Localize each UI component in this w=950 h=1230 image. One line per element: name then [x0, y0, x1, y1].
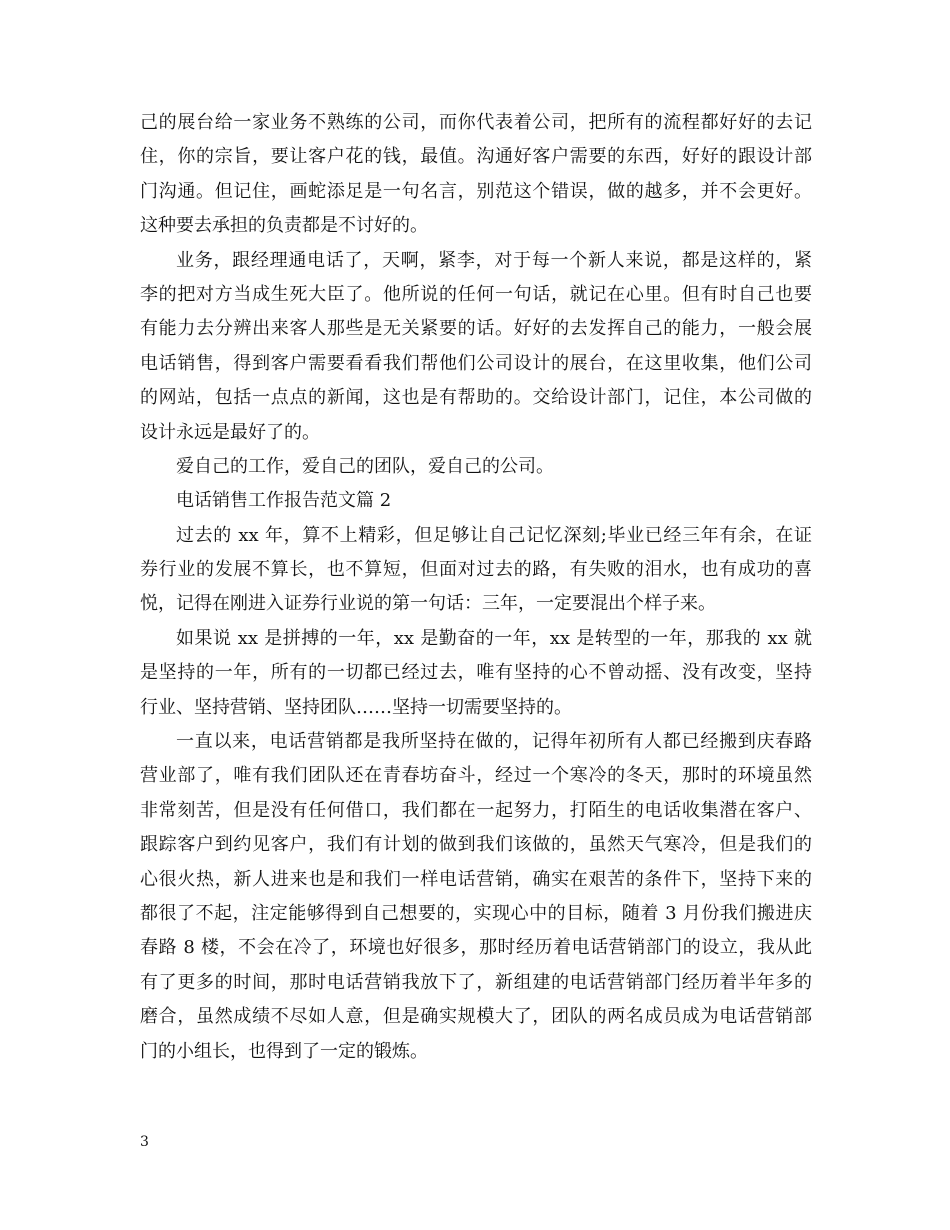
paragraph — [140, 484, 812, 518]
text-line: 门沟通。但记住，画蛇添足是一句名言，别范这个错误，做的越多，并不会更好。 — [140, 180, 812, 202]
paragraph — [140, 244, 812, 450]
text-line: 爱自己的工作，爱自己的团队，爱自己的公司。 — [176, 455, 554, 477]
text-line: 是坚持的一年，所有的一切都已经过去，唯有坚持的心不曾动摇、没有改变，坚持 — [140, 662, 812, 684]
text-line: 春路 8 楼，不会在冷了，环境也好很多，那时经历着电话营销部门的设立，我从此 — [140, 937, 812, 959]
page-number: 3 — [140, 1134, 149, 1150]
text-line: 电话销售工作报告范文篇 2 — [176, 490, 392, 512]
text-line: 李的把对方当成生死大臣了。他所说的任何一句话，就记在心里。但有时自己也要 — [140, 283, 812, 305]
text-line: 的网站，包括一点点的新闻，这也是有帮助的。交给设计部门，记住，本公司做的 — [140, 387, 812, 409]
text-line: 券行业的发展不算长，也不算短，但面对过去的路，有失败的泪水，也有成功的喜 — [140, 559, 812, 581]
paragraph — [140, 622, 812, 725]
text-line: 有能力去分辨出来客人那些是无关紧要的话。好好的去发挥自己的能力，一般会展 — [140, 318, 812, 340]
text-line: 业务，跟经理通电话了，天啊，紧李，对于每一个新人来说，都是这样的，紧 — [176, 249, 812, 271]
paragraph — [140, 106, 812, 244]
text-line: 如果说 xx 是拼搏的一年，xx 是勤奋的一年，xx 是转型的一年，那我的 xx 就 — [176, 627, 812, 649]
text-line: 心很火热，新人进来也是和我们一样电话营销，确实在艰苦的条件下，坚持下来的 — [140, 868, 812, 890]
text-line: 都很了不起，注定能够得到自己想要的，实现心中的目标，随着 3 月份我们搬进庆 — [140, 902, 812, 924]
document-body — [140, 106, 812, 1069]
text-line: 住，你的宗旨，要让客户花的钱，最值。沟通好客户需要的东西，好好的跟设计部 — [140, 146, 812, 168]
text-line: 行业、坚持营销、坚持团队……坚持一切需要坚持的。 — [140, 696, 572, 718]
paragraph — [140, 450, 812, 484]
text-line: 过去的 xx 年，算不上精彩，但足够让自己记忆深刻;毕业已经三年有余，在证 — [176, 524, 812, 546]
paragraph — [140, 519, 812, 622]
text-line: 门的小组长，也得到了一定的锻炼。 — [140, 1040, 428, 1062]
text-line: 磨合，虽然成绩不尽如人意，但是确实规模大了，团队的两名成员成为电话营销部 — [140, 1006, 812, 1028]
text-line: 一直以来，电话营销都是我所坚持在做的，记得年初所有人都已经搬到庆春路 — [176, 731, 812, 753]
text-line: 有了更多的时间，那时电话营销我放下了，新组建的电话营销部门经历着半年多的 — [140, 971, 812, 993]
text-line: 电话销售，得到客户需要看看我们帮他们公司设计的展台，在这里收集，他们公司 — [140, 352, 812, 374]
text-line: 跟踪客户到约见客户，我们有计划的做到我们该做的，虽然天气寒冷，但是我们的 — [140, 834, 812, 856]
paragraph — [140, 725, 812, 1069]
text-line: 营业部了，唯有我们团队还在青春坊奋斗，经过一个寒冷的冬天，那时的环境虽然 — [140, 765, 812, 787]
text-line: 悦，记得在刚进入证券行业说的第一句话：三年，一定要混出个样子来。 — [140, 593, 716, 615]
text-line: 这种要去承担的负责都是不讨好的。 — [140, 215, 428, 237]
text-line: 非常刻苦，但是没有任何借口，我们都在一起努力，打陌生的电话收集潜在客户、 — [140, 799, 812, 821]
text-line: 设计永远是最好了的。 — [140, 421, 320, 443]
text-line: 己的展台给一家业务不熟练的公司，而你代表着公司，把所有的流程都好好的去记 — [140, 112, 812, 133]
